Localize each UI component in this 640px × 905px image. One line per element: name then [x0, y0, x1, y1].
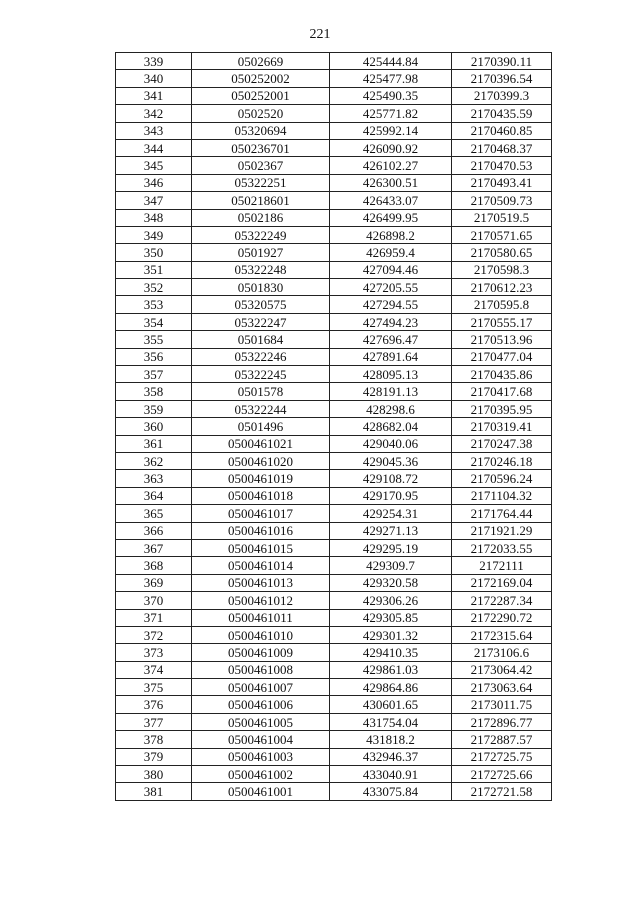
x-coordinate-cell: 429045.36	[330, 452, 452, 469]
table-row	[116, 105, 552, 122]
point-number-cell: 362	[116, 452, 192, 469]
y-coordinate-cell: 2172111	[452, 557, 552, 574]
x-coordinate-cell: 433040.91	[330, 766, 452, 783]
table-row	[116, 261, 552, 278]
point-id-cell: 0500461006	[192, 696, 330, 713]
x-coordinate-cell: 429295.19	[330, 539, 452, 556]
table-row	[116, 766, 552, 783]
point-id-cell: 0500461012	[192, 592, 330, 609]
y-coordinate-cell: 2170247.38	[452, 435, 552, 452]
point-id-cell: 0500461017	[192, 505, 330, 522]
point-id-cell: 05322244	[192, 400, 330, 417]
x-coordinate-cell: 427494.23	[330, 313, 452, 330]
x-coordinate-cell: 427891.64	[330, 348, 452, 365]
coordinates-table	[115, 52, 552, 801]
x-coordinate-cell: 426898.2	[330, 226, 452, 243]
table-row	[116, 487, 552, 504]
x-coordinate-cell: 426090.92	[330, 139, 452, 156]
point-id-cell: 0500461015	[192, 539, 330, 556]
point-id-cell: 05322249	[192, 226, 330, 243]
point-number-cell: 370	[116, 592, 192, 609]
y-coordinate-cell: 2172896.77	[452, 713, 552, 730]
point-number-cell: 354	[116, 313, 192, 330]
point-id-cell: 05322246	[192, 348, 330, 365]
point-id-cell: 05320575	[192, 296, 330, 313]
point-number-cell: 375	[116, 679, 192, 696]
x-coordinate-cell: 429254.31	[330, 505, 452, 522]
point-number-cell: 339	[116, 53, 192, 70]
y-coordinate-cell: 2170470.53	[452, 157, 552, 174]
y-coordinate-cell: 2170493.41	[452, 174, 552, 191]
table-row	[116, 679, 552, 696]
x-coordinate-cell: 427094.46	[330, 261, 452, 278]
table-row	[116, 366, 552, 383]
y-coordinate-cell: 2170395.95	[452, 400, 552, 417]
table-row	[116, 539, 552, 556]
x-coordinate-cell: 429320.58	[330, 574, 452, 591]
x-coordinate-cell: 428298.6	[330, 400, 452, 417]
point-id-cell: 050252002	[192, 70, 330, 87]
x-coordinate-cell: 429271.13	[330, 522, 452, 539]
table-row	[116, 661, 552, 678]
x-coordinate-cell: 429301.32	[330, 626, 452, 643]
table-row	[116, 348, 552, 365]
point-number-cell: 344	[116, 139, 192, 156]
point-id-cell: 0500461004	[192, 731, 330, 748]
y-coordinate-cell: 2173011.75	[452, 696, 552, 713]
point-number-cell: 366	[116, 522, 192, 539]
table-row	[116, 609, 552, 626]
point-id-cell: 05320694	[192, 122, 330, 139]
table-row	[116, 696, 552, 713]
table-row	[116, 87, 552, 104]
y-coordinate-cell: 2172287.34	[452, 592, 552, 609]
y-coordinate-cell: 2170319.41	[452, 418, 552, 435]
y-coordinate-cell: 2170468.37	[452, 139, 552, 156]
point-number-cell: 353	[116, 296, 192, 313]
point-id-cell: 0502186	[192, 209, 330, 226]
table-row	[116, 174, 552, 191]
table-row	[116, 331, 552, 348]
x-coordinate-cell: 429040.06	[330, 435, 452, 452]
x-coordinate-cell: 428682.04	[330, 418, 452, 435]
point-number-cell: 380	[116, 766, 192, 783]
y-coordinate-cell: 2170513.96	[452, 331, 552, 348]
table-row	[116, 209, 552, 226]
point-id-cell: 0502367	[192, 157, 330, 174]
point-id-cell: 0500461018	[192, 487, 330, 504]
table-row	[116, 435, 552, 452]
point-number-cell: 350	[116, 244, 192, 261]
table-row	[116, 70, 552, 87]
x-coordinate-cell: 429170.95	[330, 487, 452, 504]
y-coordinate-cell: 2172725.66	[452, 766, 552, 783]
x-coordinate-cell: 429306.26	[330, 592, 452, 609]
point-id-cell: 0501496	[192, 418, 330, 435]
point-id-cell: 0500461016	[192, 522, 330, 539]
y-coordinate-cell: 2170612.23	[452, 279, 552, 296]
point-number-cell: 371	[116, 609, 192, 626]
coordinates-table-body	[116, 53, 552, 801]
y-coordinate-cell: 2170596.24	[452, 470, 552, 487]
y-coordinate-cell: 2170571.65	[452, 226, 552, 243]
x-coordinate-cell: 425477.98	[330, 70, 452, 87]
point-id-cell: 0500461011	[192, 609, 330, 626]
y-coordinate-cell: 2170417.68	[452, 383, 552, 400]
point-id-cell: 050236701	[192, 139, 330, 156]
x-coordinate-cell: 429305.85	[330, 609, 452, 626]
point-number-cell: 379	[116, 748, 192, 765]
point-number-cell: 373	[116, 644, 192, 661]
point-number-cell: 365	[116, 505, 192, 522]
point-number-cell: 367	[116, 539, 192, 556]
table-row	[116, 731, 552, 748]
point-number-cell: 351	[116, 261, 192, 278]
x-coordinate-cell: 425444.84	[330, 53, 452, 70]
point-id-cell: 05322245	[192, 366, 330, 383]
point-number-cell: 343	[116, 122, 192, 139]
y-coordinate-cell: 2170435.59	[452, 105, 552, 122]
x-coordinate-cell: 428095.13	[330, 366, 452, 383]
point-number-cell: 359	[116, 400, 192, 417]
point-id-cell: 050252001	[192, 87, 330, 104]
point-number-cell: 349	[116, 226, 192, 243]
y-coordinate-cell: 2170435.86	[452, 366, 552, 383]
point-number-cell: 372	[116, 626, 192, 643]
point-id-cell: 05322248	[192, 261, 330, 278]
x-coordinate-cell: 427294.55	[330, 296, 452, 313]
y-coordinate-cell: 2173064.42	[452, 661, 552, 678]
x-coordinate-cell: 429309.7	[330, 557, 452, 574]
table-row	[116, 383, 552, 400]
x-coordinate-cell: 429861.03	[330, 661, 452, 678]
x-coordinate-cell: 426499.95	[330, 209, 452, 226]
point-number-cell: 346	[116, 174, 192, 191]
table-row	[116, 644, 552, 661]
point-number-cell: 358	[116, 383, 192, 400]
point-number-cell: 364	[116, 487, 192, 504]
page-number: 221	[309, 27, 331, 42]
point-id-cell: 0500461002	[192, 766, 330, 783]
table-row	[116, 713, 552, 730]
point-number-cell: 348	[116, 209, 192, 226]
point-number-cell: 356	[116, 348, 192, 365]
table-row	[116, 522, 552, 539]
point-number-cell: 377	[116, 713, 192, 730]
table-row	[116, 226, 552, 243]
point-id-cell: 0501927	[192, 244, 330, 261]
table-row	[116, 313, 552, 330]
x-coordinate-cell: 428191.13	[330, 383, 452, 400]
point-number-cell: 368	[116, 557, 192, 574]
y-coordinate-cell: 2170595.8	[452, 296, 552, 313]
y-coordinate-cell: 2172725.75	[452, 748, 552, 765]
point-id-cell: 0500461020	[192, 452, 330, 469]
point-id-cell: 0501830	[192, 279, 330, 296]
y-coordinate-cell: 2170396.54	[452, 70, 552, 87]
point-id-cell: 0500461005	[192, 713, 330, 730]
x-coordinate-cell: 431754.04	[330, 713, 452, 730]
point-id-cell: 0500461013	[192, 574, 330, 591]
x-coordinate-cell: 425771.82	[330, 105, 452, 122]
point-id-cell: 0500461003	[192, 748, 330, 765]
y-coordinate-cell: 2170598.3	[452, 261, 552, 278]
y-coordinate-cell: 2172290.72	[452, 609, 552, 626]
table-row	[116, 244, 552, 261]
point-number-cell: 347	[116, 192, 192, 209]
table-row	[116, 592, 552, 609]
point-id-cell: 0500461009	[192, 644, 330, 661]
point-number-cell: 363	[116, 470, 192, 487]
point-id-cell: 0502520	[192, 105, 330, 122]
table-row	[116, 279, 552, 296]
table-row	[116, 400, 552, 417]
point-number-cell: 369	[116, 574, 192, 591]
table-row	[116, 122, 552, 139]
y-coordinate-cell: 2170519.5	[452, 209, 552, 226]
point-id-cell: 0500461008	[192, 661, 330, 678]
point-id-cell: 0500461021	[192, 435, 330, 452]
table-row	[116, 626, 552, 643]
point-number-cell: 355	[116, 331, 192, 348]
point-number-cell: 342	[116, 105, 192, 122]
x-coordinate-cell: 429410.35	[330, 644, 452, 661]
x-coordinate-cell: 429108.72	[330, 470, 452, 487]
x-coordinate-cell: 430601.65	[330, 696, 452, 713]
y-coordinate-cell: 2170246.18	[452, 452, 552, 469]
point-id-cell: 05322251	[192, 174, 330, 191]
point-number-cell: 378	[116, 731, 192, 748]
point-id-cell: 050218601	[192, 192, 330, 209]
y-coordinate-cell: 2170399.3	[452, 87, 552, 104]
table-row	[116, 505, 552, 522]
table-row	[116, 783, 552, 800]
y-coordinate-cell: 2173106.6	[452, 644, 552, 661]
table-row	[116, 139, 552, 156]
point-number-cell: 357	[116, 366, 192, 383]
point-id-cell: 0501684	[192, 331, 330, 348]
point-id-cell: 0500461010	[192, 626, 330, 643]
x-coordinate-cell: 426102.27	[330, 157, 452, 174]
point-number-cell: 360	[116, 418, 192, 435]
point-number-cell: 361	[116, 435, 192, 452]
y-coordinate-cell: 2171104.32	[452, 487, 552, 504]
table-row	[116, 452, 552, 469]
y-coordinate-cell: 2170509.73	[452, 192, 552, 209]
point-id-cell: 0501578	[192, 383, 330, 400]
y-coordinate-cell: 2172315.64	[452, 626, 552, 643]
point-number-cell: 341	[116, 87, 192, 104]
y-coordinate-cell: 2170580.65	[452, 244, 552, 261]
point-number-cell: 381	[116, 783, 192, 800]
table-row	[116, 748, 552, 765]
point-id-cell: 0500461019	[192, 470, 330, 487]
table-row	[116, 157, 552, 174]
x-coordinate-cell: 427205.55	[330, 279, 452, 296]
table-row	[116, 574, 552, 591]
point-number-cell: 345	[116, 157, 192, 174]
table-row	[116, 53, 552, 70]
x-coordinate-cell: 429864.86	[330, 679, 452, 696]
table-row	[116, 192, 552, 209]
x-coordinate-cell: 427696.47	[330, 331, 452, 348]
x-coordinate-cell: 425490.35	[330, 87, 452, 104]
point-id-cell: 0502669	[192, 53, 330, 70]
x-coordinate-cell: 433075.84	[330, 783, 452, 800]
y-coordinate-cell: 2172169.04	[452, 574, 552, 591]
table-row	[116, 296, 552, 313]
y-coordinate-cell: 2173063.64	[452, 679, 552, 696]
y-coordinate-cell: 2171764.44	[452, 505, 552, 522]
y-coordinate-cell: 2172033.55	[452, 539, 552, 556]
x-coordinate-cell: 426433.07	[330, 192, 452, 209]
point-id-cell: 0500461014	[192, 557, 330, 574]
x-coordinate-cell: 426959.4	[330, 244, 452, 261]
y-coordinate-cell: 2172721.58	[452, 783, 552, 800]
y-coordinate-cell: 2172887.57	[452, 731, 552, 748]
y-coordinate-cell: 2170477.04	[452, 348, 552, 365]
y-coordinate-cell: 2170390.11	[452, 53, 552, 70]
point-number-cell: 376	[116, 696, 192, 713]
x-coordinate-cell: 431818.2	[330, 731, 452, 748]
y-coordinate-cell: 2171921.29	[452, 522, 552, 539]
table-row	[116, 418, 552, 435]
x-coordinate-cell: 425992.14	[330, 122, 452, 139]
y-coordinate-cell: 2170555.17	[452, 313, 552, 330]
point-id-cell: 05322247	[192, 313, 330, 330]
x-coordinate-cell: 432946.37	[330, 748, 452, 765]
point-number-cell: 374	[116, 661, 192, 678]
x-coordinate-cell: 426300.51	[330, 174, 452, 191]
table-row	[116, 557, 552, 574]
y-coordinate-cell: 2170460.85	[452, 122, 552, 139]
point-id-cell: 0500461007	[192, 679, 330, 696]
point-number-cell: 340	[116, 70, 192, 87]
point-number-cell: 352	[116, 279, 192, 296]
point-id-cell: 0500461001	[192, 783, 330, 800]
table-row	[116, 470, 552, 487]
